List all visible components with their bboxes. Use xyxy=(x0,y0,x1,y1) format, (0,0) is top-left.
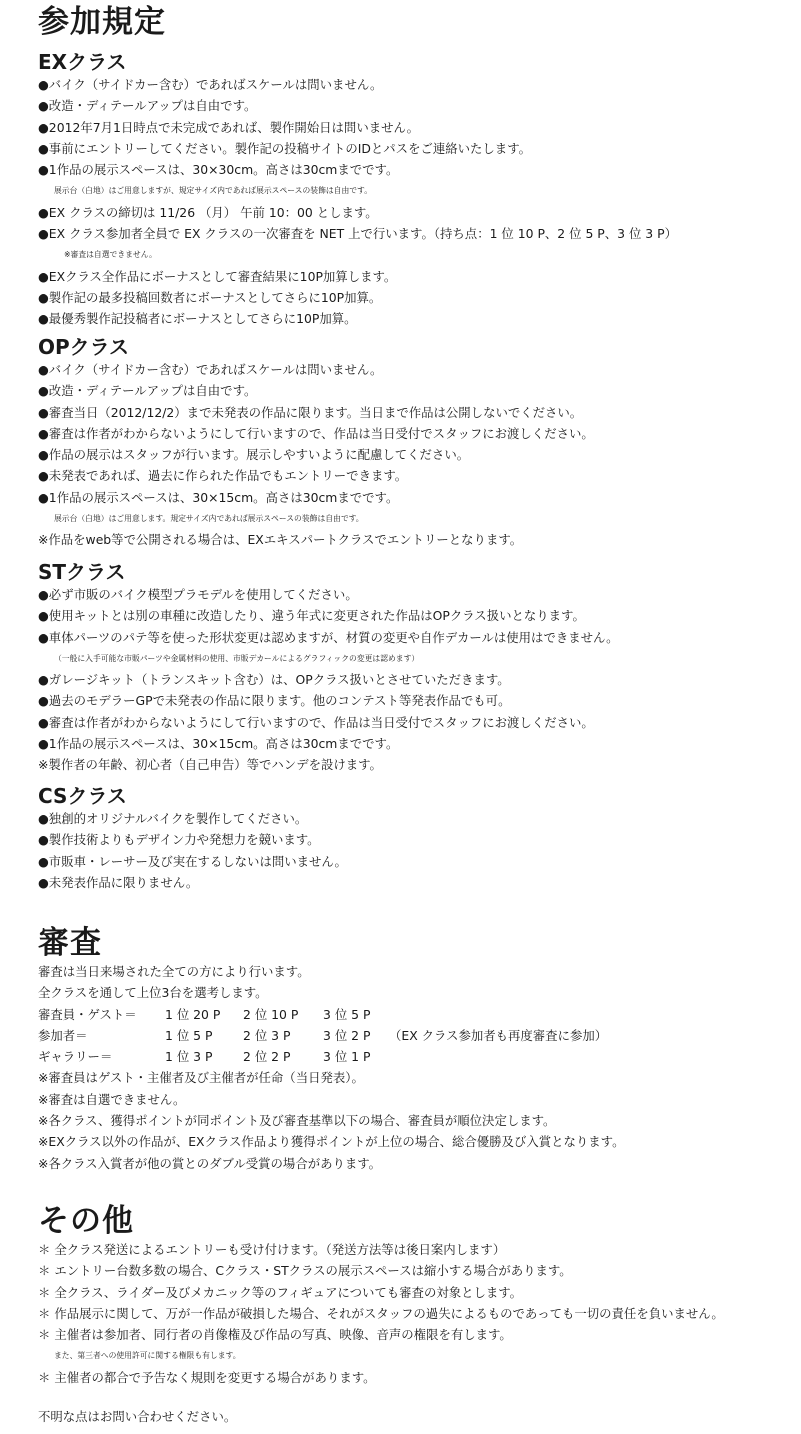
other-line: ＊ 主催者の都合で予告なく規則を変更する場合があります。 xyxy=(38,1369,376,1385)
rule-line: ※作品をweb等で公開される場合は、EXエキスパートクラスでエントリーとなります。 xyxy=(38,532,523,548)
judging-points-1: 1 位 3 P xyxy=(165,1049,213,1065)
other-line: ＊ エントリー台数多数の場合、Cクラス・STクラスの展示スペースは縮小する場合があります。 xyxy=(38,1263,572,1279)
judging-note-line: ※審査は自選できません。 xyxy=(38,1091,186,1107)
rule-line: ●製作技術よりもデザイン力や発想力を競います。 xyxy=(38,832,320,848)
rule-line: ●バイク（サイドカー含む）であればスケールは問いません。 xyxy=(38,362,383,377)
other-line: ＊ 作品展示に関して、万が一作品が破損した場合、それがスタッフの過失によるものであっても一切の責任を負いません。 xyxy=(38,1305,724,1321)
rule-line: ●最優秀製作記投稿者にボーナスとしてさらに10P加算。 xyxy=(38,311,357,327)
judging-points-3: 3 位 2 P xyxy=(323,1027,371,1043)
other-line: ＊ 主催者は参加者、同行者の肖像権及び作品の写真、映像、音声の権限を有します。 xyxy=(38,1327,512,1343)
judging-points-3: 3 位 5 P xyxy=(323,1006,371,1022)
rules-section xyxy=(38,4,798,40)
other-line: ＊ 全クラス、ライダー及びメカニック等のフィギュアについても審査の対象とします。 xyxy=(38,1284,523,1300)
rule-line: ●必ず市販のバイク模型プラモデルを使用してください。 xyxy=(38,587,358,602)
class-block xyxy=(38,335,798,551)
rule-line: ●製作記の最多投稿回数者にボーナスとしてさらに10P加算。 xyxy=(38,289,382,305)
judging-points-3: 3 位 1 P xyxy=(323,1049,371,1065)
rule-line: ※審査は自選できません。 xyxy=(64,250,157,260)
other-lines xyxy=(38,1239,798,1388)
judging-intro-line: 全クラスを通して上位3台を選考します。 xyxy=(38,985,268,1001)
judging-note-line: ※審査員はゲスト・主催者及び主催者が任命（当日発表）。 xyxy=(38,1070,364,1086)
rule-line: ●2012年7月1日時点で未完成であれば、製作開始日は問いません。 xyxy=(38,119,420,135)
rules-title: 参加規定 xyxy=(38,4,166,40)
rule-line: ●事前にエントリーしてください。製作記の投稿サイトのIDとパスをご連絡いたします。 xyxy=(38,140,531,156)
class-title: STクラス xyxy=(38,560,126,584)
rule-line: ●審査当日（2012/12/2）まで未発表の作品に限ります。当日まで作品は公開しないでください。 xyxy=(38,404,583,420)
rule-line: ●EX クラスの締切は 11/26 （月） 午前 10：00 とします。 xyxy=(38,204,378,220)
judging-points-2: 2 位 3 P xyxy=(243,1027,291,1043)
judging-points-1: 1 位 20 P xyxy=(165,1006,221,1022)
rule-line: ※製作者の年齢、初心者（自己申告）等でハンデを設けます。 xyxy=(38,757,382,773)
rule-line: ●車体パーツのパテ等を使った形状変更は認めますが、材質の変更や自作デカールは使用はできません。 xyxy=(38,629,619,645)
rule-line: ●1作品の展示スペースは、30×15cm。高さは30cmまでです。 xyxy=(38,489,399,505)
rule-line: （一般に入手可能な市販パーツや金属材料の使用、市販デカールによるグラフィックの変更は認めます） xyxy=(54,653,420,663)
judging-note-line: ※EXクラス以外の作品が、EXクラス作品より獲得ポイントが上位の場合、総合優勝及び入賞となります。 xyxy=(38,1134,625,1150)
judging-note: （EX クラス参加者も再度審査に参加） xyxy=(389,1027,608,1043)
rule-line: 展示台（白地）はご用意します。規定サイズ内であれば展示スペースの装飾は自由です。 xyxy=(54,514,364,524)
rule-line: ●市販車・レーサー及び実在するしないは問いません。 xyxy=(38,853,347,869)
judging-note-line: ※各クラス入賞者が他の賞とのダブル受賞の場合があります。 xyxy=(38,1155,382,1171)
rule-line: ●バイク（サイドカー含む）であればスケールは問いません。 xyxy=(38,77,383,92)
judging-note-line: ※各クラス、獲得ポイントが同ポイント及び審査基準以下の場合、審査員が順位決定します。 xyxy=(38,1113,556,1129)
judging-title: 審査 xyxy=(38,925,102,961)
rule-line: ●独創的オリジナルバイクを製作してください。 xyxy=(38,811,308,826)
rule-line: ●未発表作品に限りません。 xyxy=(38,874,199,890)
rule-line: ●改造・ディテールアップは自由です。 xyxy=(38,383,257,399)
rule-line: ●未発表であれば、過去に作られた作品でもエントリーできます。 xyxy=(38,468,408,484)
rule-line: 展示台（白地）はご用意しますが、規定サイズ内であれば展示スペースの装飾は自由です。 xyxy=(54,186,373,196)
rule-line: ●使用キットとは別の車種に改造したり、違う年式に変更された作品はOPクラス扱いとなります。 xyxy=(38,608,585,624)
judging-section xyxy=(38,925,798,1174)
class-block xyxy=(38,50,798,330)
rule-line: ●1作品の展示スペースは、30×30cm。高さは30cmまでです。 xyxy=(38,162,399,178)
judging-points-2: 2 位 10 P xyxy=(243,1006,299,1022)
rule-line: ●作品の展示はスタッフが行います。展示しやすいように配慮してください。 xyxy=(38,447,470,463)
judging-points-1: 1 位 5 P xyxy=(165,1027,213,1043)
class-title: CSクラス xyxy=(38,784,127,808)
other-line: また、第三者への使用許可に関する権限も有します。 xyxy=(54,1351,241,1361)
class-title: EXクラス xyxy=(38,50,127,74)
class-title: OPクラス xyxy=(38,335,130,359)
judging-role: 審査員・ゲスト＝ xyxy=(38,1006,137,1022)
rule-line: ●ガレージキット（トランスキット含む）は、OPクラス扱いとさせていただきます。 xyxy=(38,672,510,688)
judging-role: 参加者＝ xyxy=(38,1027,88,1043)
judging-role: ギャラリー＝ xyxy=(38,1049,113,1065)
footer-text: 不明な点はお問い合わせください。 xyxy=(38,1409,237,1424)
class-block xyxy=(38,560,798,776)
rule-line: ●審査は作者がわからないようにして行いますので、作品は当日受付でスタッフにお渡しください。 xyxy=(38,714,594,730)
other-line: ＊ 全クラス発送によるエントリーも受け付けます。（発送方法等は後日案内します） xyxy=(38,1242,506,1257)
rule-line: ●EXクラス全作品にボーナスとして審査結果に10P加算します。 xyxy=(38,268,397,284)
class-block xyxy=(38,784,798,893)
other-section xyxy=(38,1203,798,1388)
judging-row-guest xyxy=(38,1004,798,1025)
rule-line: ●審査は作者がわからないようにして行いますので、作品は当日受付でスタッフにお渡しください。 xyxy=(38,425,594,441)
rule-line: ●過去のモデラーGPで未発表の作品に限ります。他のコンテスト等発表作品でも可。 xyxy=(38,693,511,709)
judging-points-2: 2 位 2 P xyxy=(243,1049,291,1065)
rule-line: ●EX クラス参加者全員で EX クラスの一次審査を NET 上で行います。（持ち点：1 位 10 P、2 位 5 P、3 位 3 P） xyxy=(38,226,677,242)
rule-line: ●1作品の展示スペースは、30×15cm。高さは30cmまでです。 xyxy=(38,736,399,752)
rule-line: ●改造・ディテールアップは自由です。 xyxy=(38,98,257,114)
other-title: その他 xyxy=(38,1203,134,1239)
judging-row-gallery xyxy=(38,1046,798,1067)
judging-row-participant xyxy=(38,1025,798,1046)
judging-intro-line: 審査は当日来場された全ての方により行います。 xyxy=(38,964,310,979)
